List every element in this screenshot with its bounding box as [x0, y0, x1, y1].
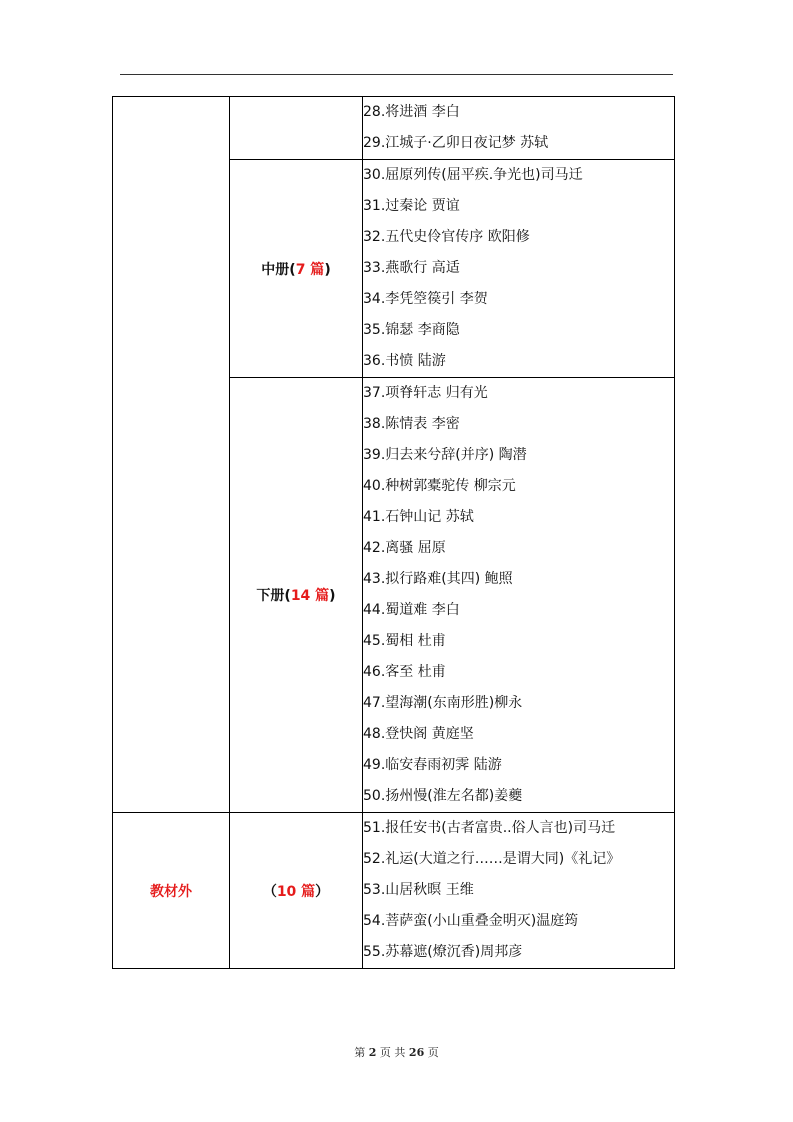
category-label: 教材外 — [150, 883, 192, 900]
volume-count: 14 篇 — [290, 588, 330, 604]
list-item: 36.书愤 陆游 — [363, 353, 446, 369]
list-item: 41.石钟山记 苏轼 — [363, 509, 474, 525]
list-item: 38.陈情表 李密 — [363, 416, 460, 432]
list-item: 50.扬州慢(淮左名都)姜夔 — [363, 788, 523, 804]
list-item: 43.拟行路难(其四) 鲍照 — [363, 571, 513, 587]
list-item: 52.礼运(大道之行……是谓大同)《礼记》 — [363, 851, 621, 867]
items-cell — [363, 97, 675, 160]
volume-cell — [230, 160, 363, 378]
list-item: 32.五代史伶官传序 欧阳修 — [363, 229, 530, 245]
list-item: 51.报任安书(古者富贵..俗人言也)司马迁 — [363, 820, 616, 836]
footer-pre: 第 — [354, 1046, 366, 1059]
footer-page-number: 2 — [368, 1046, 377, 1059]
list-item: 28.将进酒 李白 — [363, 104, 460, 120]
volume-label — [261, 262, 330, 278]
list-item: 54.菩萨蛮(小山重叠金明灭)温庭筠 — [363, 913, 579, 929]
volume-label-post: ） — [315, 883, 330, 900]
list-item: 35.锦瑟 李商隐 — [363, 322, 460, 338]
list-item: 33.燕歌行 高适 — [363, 260, 460, 276]
list-item: 40.种树郭橐驼传 柳宗元 — [363, 478, 516, 494]
list-item: 48.登快阁 黄庭坚 — [363, 726, 474, 742]
volume-cell — [230, 378, 363, 813]
list-item: 55.苏幕遮(燎沉香)周邦彦 — [363, 944, 523, 960]
volume-label — [263, 884, 329, 900]
list-item: 37.项脊轩志 归有光 — [363, 385, 488, 401]
poem-catalog-table — [112, 96, 675, 969]
volume-cell — [230, 813, 363, 969]
items-cell — [363, 378, 675, 813]
list-item: 29.江城子·乙卯日夜记梦 苏轼 — [363, 135, 549, 151]
volume-label-pre: 中册( — [261, 261, 296, 278]
volume-label-post: ) — [329, 588, 336, 604]
volume-count: 10 篇 — [276, 883, 316, 900]
table-row — [113, 97, 675, 160]
list-item: 42.离骚 屈原 — [363, 540, 446, 556]
list-item: 53.山居秋暝 王维 — [363, 882, 474, 898]
list-item: 44.蜀道难 李白 — [363, 602, 460, 618]
volume-label-post: ) — [324, 261, 331, 278]
list-item: 31.过秦论 贾谊 — [363, 198, 460, 214]
footer-post: 页 — [427, 1046, 439, 1059]
footer-mid: 页 共 — [379, 1046, 406, 1059]
page-footer — [0, 1044, 793, 1060]
list-item: 30.屈原列传(屈平疾.争光也)司马迁 — [363, 167, 583, 183]
category-cell — [113, 813, 230, 969]
items-cell — [363, 813, 675, 969]
category-cell-empty — [113, 97, 230, 813]
footer-total-pages: 26 — [408, 1046, 425, 1059]
table-row — [113, 813, 675, 969]
volume-cell-empty — [230, 97, 363, 160]
items-cell — [363, 160, 675, 378]
volume-label — [256, 588, 335, 604]
volume-count: 7 篇 — [295, 261, 325, 278]
list-item: 34.李凭箜篌引 李贺 — [363, 291, 488, 307]
volume-label-pre: （ — [262, 883, 277, 900]
header-rule — [120, 74, 673, 75]
list-item: 47.望海潮(东南形胜)柳永 — [363, 695, 523, 711]
list-item: 49.临安春雨初霁 陆游 — [363, 757, 502, 773]
list-item: 45.蜀相 杜甫 — [363, 633, 446, 649]
volume-label-pre: 下册( — [256, 588, 291, 604]
list-item: 39.归去来兮辞(并序) 陶潜 — [363, 447, 527, 463]
list-item: 46.客至 杜甫 — [363, 664, 446, 680]
